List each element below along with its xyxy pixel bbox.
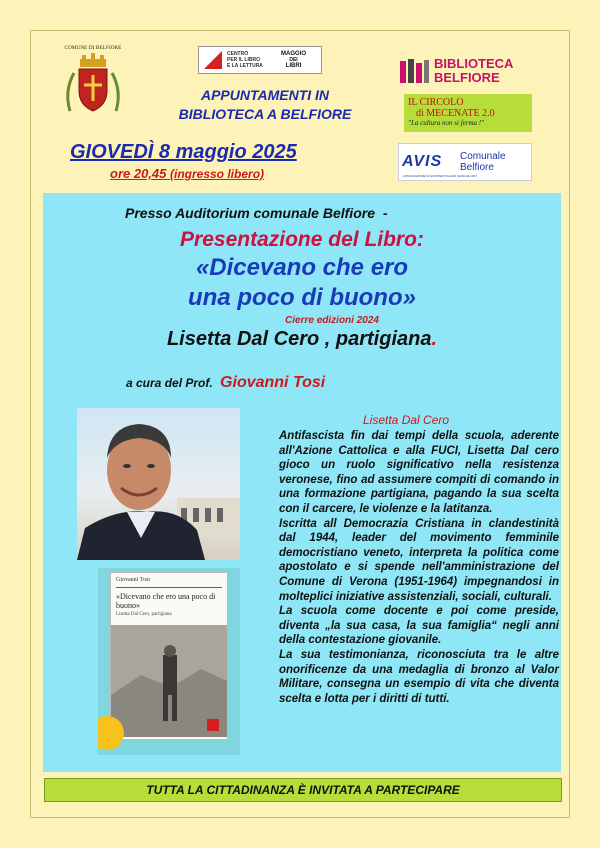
presentation-heading: Presentazione del Libro: — [180, 228, 424, 251]
book-cover-image — [98, 568, 240, 755]
author-photo — [77, 408, 240, 560]
appointments-heading: APPUNTAMENTI IN BIBLIOTECA A BELFIORE — [178, 87, 352, 122]
book-triangle-icon — [202, 49, 224, 71]
crest-caption: COMUNE DI BELFIORE — [64, 46, 122, 51]
biblioteca-logo: BIBLIOTECA BELFIORE — [398, 54, 528, 88]
crest-icon — [62, 51, 124, 121]
bio-paragraph: La scuola come docente e poi come preside, diventa „la sua casa, la sua famiglia“ negli anni della contestazione giovanile. — [279, 605, 559, 647]
publisher: Cierre edizioni 2024 — [285, 315, 379, 326]
curator-line: a cura del Prof. Giovanni Tosi — [126, 374, 326, 391]
avis-logo: AVIS Comunale Belfiore ASSOCIAZIONE VOLONTARI ITALIANI SANGUE ODV — [398, 143, 532, 181]
event-panel — [43, 193, 561, 772]
bio-heading: Lisetta Dal Cero — [363, 413, 450, 427]
cover-author: Giovanni Tosi — [116, 577, 150, 583]
invitation-banner: TUTTA LA CITTADINANZA È INVITATA A PARTECIPARE — [44, 778, 562, 802]
book-title-line-1: «Dicevano che ero — [195, 254, 409, 281]
event-time: ore 20,45 (ingresso libero) — [110, 166, 265, 181]
bio-text — [279, 429, 559, 706]
cover-photo — [111, 625, 227, 737]
bio-paragraph: La sua testimonianza, riconosciuta tra le altre onorificenze da una medaglia di bronzo al Valor Militare, consegna un esempio di vita che diventa scelta e lotta per i diritti di tutti. — [279, 648, 559, 705]
curator-name: Giovanni Tosi — [220, 374, 326, 391]
library-books-icon — [398, 57, 430, 85]
bio-paragraph: Iscritta all Democrazia Cristiana in clandestinità dal 1944, leader del movimento femminile democristiano veneto, interpreta la politica come apostolato e si spende nell'amministrazione del Comune di Verona (1951-1964) impegnandosi in molteplici iniziative assistenziali, sociali, culturali. — [279, 517, 559, 603]
centro-libro-logo: CENTRO PER IL LIBRO E LA LETTURA MAGGIO DEI LIBRI — [198, 46, 322, 74]
event-location: Presso Auditorium comunale Belfiore - — [125, 205, 388, 221]
book-subtitle: Lisetta Dal Cero , partigiana. — [166, 328, 438, 350]
cover-subtitle: Lisetta Dal Cero, partigiana — [116, 612, 172, 617]
event-date: GIOVEDÌ 8 maggio 2025 — [70, 141, 297, 163]
avis-mark: AVIS — [402, 153, 443, 170]
municipality-crest — [62, 46, 124, 126]
cover-title: «Dicevano che ero una poco di buono» — [116, 592, 216, 610]
book-title-line-2: una poco di buono» — [188, 284, 416, 311]
circolo-mecenate-logo: IL CIRCOLO di MECENATE 2.0 "La cultura non si ferma !" — [404, 94, 532, 132]
author-portrait-image — [77, 408, 240, 560]
bio-paragraph: Antifascista fin dai tempi della scuola, aderente all'Azione Cattolica e alla FUCI, Lisetta Dal cero gioco un ruolo significativo nella resistenza veronese, fino ad assumere compiti di comando in una formazione partigiana, pagando la sua scelta con il carcere, le violenze e la latitanza. — [279, 430, 559, 515]
